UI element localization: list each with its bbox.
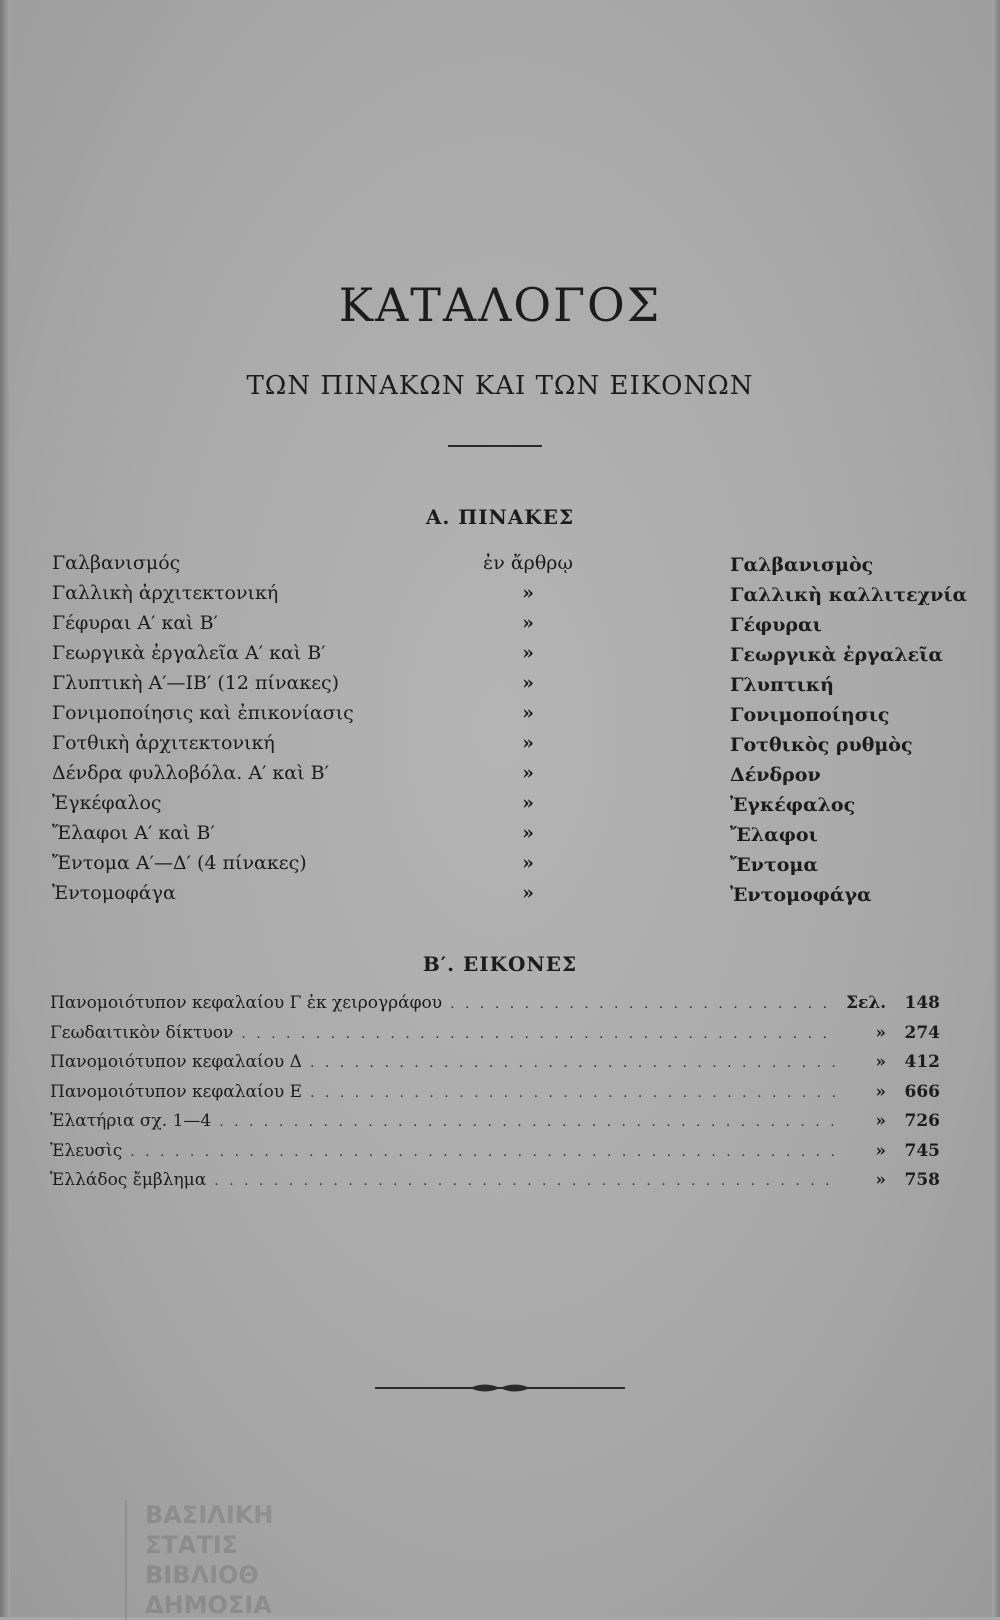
tables-mark-column [478, 548, 578, 908]
table-row-article: Δένδρον [730, 764, 821, 786]
table-row-article: Ἐγκέφαλος [730, 794, 856, 816]
image-label: Ἑλλάδος ἔμβλημα [50, 1170, 207, 1190]
page-marker: » [875, 1022, 886, 1043]
table-row-article: Γονιμοποίησις [730, 704, 890, 726]
dot-leader [219, 1114, 838, 1130]
table-row-label: Γλυπτικὴ Α′—ΙΒ′ (12 πίνακες) [52, 672, 340, 694]
ditto-mark: » [522, 882, 534, 904]
ditto-mark: » [522, 642, 534, 664]
list-item [50, 1141, 940, 1171]
table-row-label: Ἐντομοφάγα [52, 882, 176, 904]
table-row-label: Γεωργικὰ ἐργαλεῖα Α′ καὶ Β′ [52, 642, 326, 664]
column-header: ἐν ἄρθρῳ [483, 552, 573, 574]
page-number: 666 [904, 1081, 940, 1102]
dot-leader [214, 1173, 838, 1189]
page-number: 148 [904, 993, 940, 1013]
table-row-article: Γέφυραι [730, 614, 822, 636]
table-row-label: Γοτθικὴ ἀρχιτεκτονική [52, 732, 275, 754]
page-number: 726 [904, 1111, 940, 1131]
image-label: Πανομοιότυπον κεφαλαίου Δ [50, 1052, 302, 1072]
dot-leader [130, 1144, 838, 1160]
page-number: 758 [904, 1170, 940, 1190]
page-number: 412 [904, 1052, 940, 1072]
list-item [50, 1023, 940, 1053]
ditto-mark: » [522, 732, 534, 754]
table-row-label: Δένδρα φυλλοβόλα. Α′ καὶ Β′ [52, 762, 329, 784]
stamp-text [145, 1500, 274, 1620]
image-label: Ἐλευσὶς [50, 1140, 123, 1161]
page-marker: » [875, 1111, 886, 1131]
list-item [50, 1170, 940, 1200]
list-item [50, 993, 940, 1023]
image-label: Γεωδαιτικὸν δίκτυον [50, 1022, 234, 1043]
ditto-mark: » [522, 762, 534, 784]
image-label: Πανομοιότυπον κεφαλαίου Ε [50, 1081, 303, 1102]
list-item [50, 1111, 940, 1141]
image-label: Ἐλατήρια σχ. 1—4 [50, 1111, 212, 1131]
table-row-article: Γαλβανισμὸς [730, 554, 874, 576]
stamp-line: ΣΤΑΤΙΣ [145, 1531, 239, 1559]
ditto-mark: » [522, 702, 534, 724]
dot-leader [450, 996, 838, 1012]
image-label: Πανομοιότυπον κεφαλαίου Γ ἐκ χειρογράφου [50, 993, 443, 1013]
table-row-article: Ἔντομα [730, 854, 818, 876]
library-stamp [35, 1500, 274, 1620]
table-row-label: Γέφυραι Α′ καὶ Β′ [52, 612, 218, 634]
page-left-edge [0, 0, 10, 1617]
page-number: 745 [904, 1140, 940, 1161]
table-row-label: Ἐγκέφαλος [52, 792, 162, 814]
dot-leader [310, 1055, 838, 1071]
ditto-mark: » [522, 612, 534, 634]
page-marker: » [875, 1052, 886, 1072]
table-row-article: Ἔλαφοι [730, 824, 818, 846]
page-right-edge [992, 0, 1000, 1617]
table-row-label: Γαλλικὴ ἀρχιτεκτονική [52, 582, 279, 604]
list-item [50, 1052, 940, 1082]
stamp-line: ΒΑΣΙΛΙΚΗ [145, 1501, 274, 1529]
page-marker: » [875, 1170, 886, 1190]
page-marker: » [875, 1140, 886, 1161]
table-row-article: Γεωργικὰ ἐργαλεῖα [730, 644, 944, 666]
tables-label-column [52, 548, 354, 908]
ditto-mark: » [522, 792, 534, 814]
page-subtitle: ΤΩΝ ΠΙΝΑΚΩΝ ΚΑΙ ΤΩΝ ΕΙΚΟΝΩΝ [246, 371, 754, 401]
page-marker: » [875, 1081, 886, 1102]
section-b-heading: Β′. ΕΙΚΟΝΕΣ [422, 952, 578, 976]
title-divider [448, 445, 542, 447]
ditto-mark: » [522, 582, 534, 604]
stamp-line: ΔΗΜΟΣΙΑ [145, 1591, 272, 1619]
ditto-mark: » [522, 822, 534, 844]
list-item [50, 1082, 940, 1112]
ditto-mark: » [522, 672, 534, 694]
table-row-label: Γονιμοποίησις καὶ ἐπικονίασις [52, 702, 354, 724]
ditto-mark: » [522, 852, 534, 874]
dot-leader [310, 1085, 838, 1101]
table-row-article: Γοτθικὸς ρυθμὸς [730, 734, 913, 756]
page-title: ΚΑΤΑΛΟΓΟΣ [338, 278, 662, 332]
stamp-line: ΒΙΒΛΙΟΘ [145, 1561, 259, 1589]
table-row-article: Γαλλικὴ καλλιτεχνία [730, 584, 968, 606]
images-list [50, 993, 940, 1200]
table-row-article: Ἐντομοφάγα [730, 884, 872, 906]
page-marker: Σελ. [846, 993, 887, 1013]
stamp-left-part [35, 1500, 127, 1620]
table-row-label: Ἔλαφοι Α′ καὶ Β′ [52, 822, 215, 844]
page-number: 274 [904, 1022, 940, 1043]
tables-article-column [730, 550, 967, 910]
dot-leader [241, 1026, 838, 1042]
table-row-label: Ἔντομα Α′—Δ′ (4 πίνακες) [52, 852, 307, 874]
closing-ornament [375, 1378, 625, 1398]
section-a-heading: Α. ΠΙΝΑΚΕΣ [425, 505, 575, 529]
table-row-label: Γαλβανισμός [52, 552, 181, 574]
table-row-article: Γλυπτική [730, 674, 834, 696]
